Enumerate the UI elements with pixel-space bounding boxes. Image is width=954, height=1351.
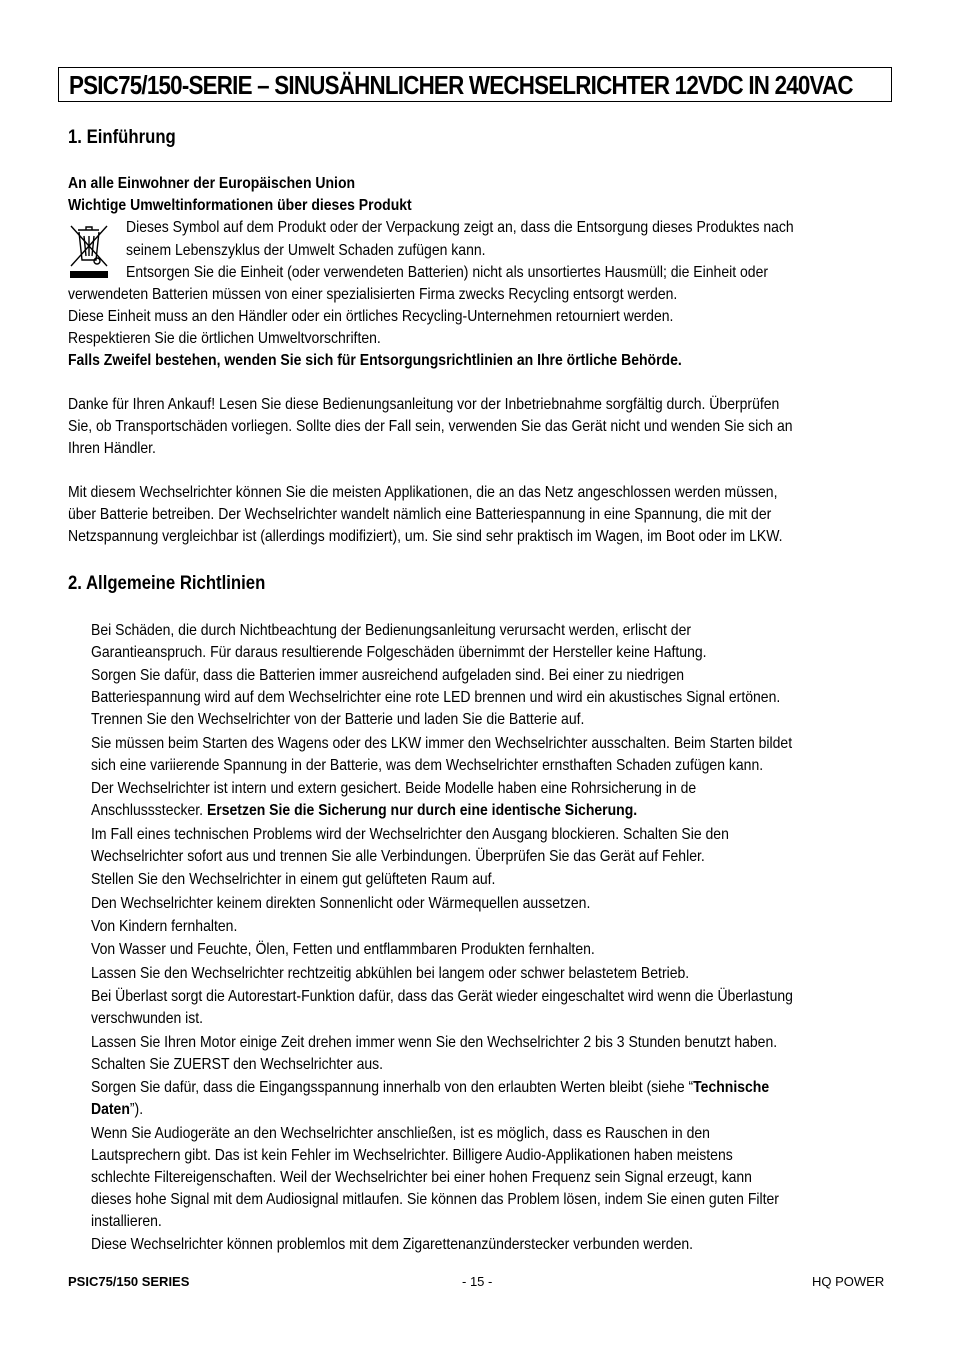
- env-line-4: verwendeten Batterien müssen von einer spezialisierten Firma zwecks Recycling entsorgt werden.: [68, 286, 678, 303]
- guideline-line: Sorgen Sie dafür, dass die Batterien immer ausreichend aufgeladen sind. Bei einer zu niedrigen: [91, 667, 685, 684]
- intro-para-2-line-3: Netzspannung vergleichbar ist (allerdings modifiziert), um. Sie sind sehr praktisch im Wagen, im Boot oder im LKW.: [68, 528, 783, 545]
- section-2-heading: 2. Allgemeine Richtlinien: [68, 573, 266, 594]
- intro-para-2-line-2: über Batterie betreiben. Der Wechselrichter wandelt nämlich eine Batteriespannung in eine Spannung, die mit der: [68, 506, 772, 523]
- footer-right: HQ POWER: [812, 1274, 885, 1289]
- guideline-line: Von Kindern fernhalten.: [91, 918, 238, 935]
- guideline-line: Bei Überlast sorgt die Autorestart-Funktion dafür, dass das Gerät wieder eingeschaltet wird wenn die Überlastung: [91, 988, 793, 1005]
- guideline-line: Stellen Sie den Wechselrichter in einem gut gelüfteten Raum auf.: [91, 871, 496, 888]
- intro-para-1-line-2: Sie, ob Transportschäden vorliegen. Sollte dies der Fall sein, verwenden Sie das Gerät nicht und wenden Sie sich an: [68, 418, 793, 435]
- guideline-tech-line: Sorgen Sie dafür, dass die Eingangsspannung innerhalb von den erlaubten Werten bleibt (siehe “Technische: [91, 1079, 770, 1096]
- env-line-7: Falls Zweifel bestehen, wenden Sie sich für Entsorgungsrichtlinien an Ihre örtliche Behörde.: [68, 352, 682, 369]
- env-title-2: Wichtige Umweltinformationen über dieses Produkt: [68, 197, 412, 214]
- footer-left: PSIC75/150 SERIES: [68, 1274, 190, 1289]
- env-line-3: Entsorgen Sie die Einheit (oder verwendeten Batterien) nicht als unsortiertes Hausmüll; die Einheit oder: [126, 264, 769, 281]
- guideline-line: Der Wechselrichter ist intern und extern gesichert. Beide Modelle haben eine Rohrsicherung in de: [91, 780, 697, 797]
- guideline-line: verschwunden ist.: [91, 1010, 204, 1027]
- guideline-line: dieses hohe Signal mit dem Audiosignal mitlaufen. Sie können das Problem lösen, indem Sie einen guten Filter: [91, 1191, 779, 1208]
- guideline-line: Schalten Sie ZUERST den Wechselrichter aus.: [91, 1056, 384, 1073]
- guideline-line: Lautsprechern gibt. Das ist kein Fehler im Wechselrichter. Billigere Audio-Applikationen haben meistens: [91, 1147, 733, 1164]
- env-line-6: Respektieren Sie die örtlichen Umweltvorschriften.: [68, 330, 381, 347]
- env-title-1: An alle Einwohner der Europäischen Union: [68, 175, 356, 192]
- intro-para-1-line-1: Danke für Ihren Ankauf! Lesen Sie diese Bedienungsanleitung vor der Inbetriebnahme sorgfältig durch. Überprüfen: [68, 396, 780, 413]
- guideline-line: Wenn Sie Audiogeräte an den Wechselrichter anschließen, ist es möglich, dass es Rauschen in den: [91, 1125, 710, 1142]
- page-title: PSIC75/150-SERIE – SINUSÄHNLICHER WECHSELRICHTER 12VDC IN 240VAC: [69, 70, 853, 100]
- intro-para-2-line-1: Mit diesem Wechselrichter können Sie die meisten Applikationen, die an das Netz angeschlossen werden müssen,: [68, 484, 778, 501]
- guideline-line: sich eine variierende Spannung in der Batterie, was dem Wechselrichter ernsthaften Schaden zufügen kann.: [91, 757, 764, 774]
- fuse-warning: Ersetzen Sie die Sicherung nur durch eine identische Sicherung.: [206, 802, 638, 819]
- guideline-line: Wechselrichter sofort aus und trennen Sie alle Verbindungen. Überprüfen Sie das Gerät auf Fehler.: [91, 848, 705, 865]
- guideline-line: Bei Schäden, die durch Nichtbeachtung der Bedienungsanleitung verursacht werden, erlischt der: [91, 622, 692, 639]
- guideline-line: Den Wechselrichter keinem direkten Sonnenlicht oder Wärmequellen aussetzen.: [91, 895, 591, 912]
- guideline-line: Im Fall eines technischen Problems wird der Wechselrichter den Ausgang blockieren. Schalten Sie den: [91, 826, 729, 843]
- title-box: [58, 67, 892, 102]
- guideline-line: Von Wasser und Feuchte, Ölen, Fetten und entflammbaren Produkten fernhalten.: [91, 941, 595, 958]
- guideline-line: Garantieanspruch. Für daraus resultierende Folgeschäden übernimmt der Hersteller keine Haftung.: [91, 644, 707, 661]
- intro-para-1-line-3: Ihren Händler.: [68, 440, 156, 457]
- section-1-heading: 1. Einführung: [68, 127, 176, 148]
- guideline-line: Trennen Sie den Wechselrichter von der Batterie und laden Sie die Batterie auf.: [91, 711, 585, 728]
- env-line-5: Diese Einheit muss an den Händler oder ein örtliches Recycling-Unternehmen retourniert werden.: [68, 308, 674, 325]
- guideline-tech-line-2: Daten”).: [91, 1101, 144, 1118]
- footer-page-number: - 15 -: [462, 1274, 493, 1289]
- guideline-line: schlechte Filtereigenschaften. Weil der Wechselrichter bei einer hohen Frequenz sein Signal erzeugt, kann: [91, 1169, 752, 1186]
- guideline-line: Lassen Sie den Wechselrichter rechtzeitig abkühlen bei langem oder schwer belastetem Betrieb.: [91, 965, 690, 982]
- env-line-1: Dieses Symbol auf dem Produkt oder der Verpackung zeigt an, dass die Entsorgung dieses Produktes nach: [126, 219, 794, 236]
- guideline-fuse-line: Anschlussstecker. Ersetzen Sie die Sicherung nur durch eine identische Sicherung.: [91, 802, 638, 819]
- env-line-2: seinem Lebenszyklus der Umwelt Schaden zufügen kann.: [126, 242, 486, 259]
- guideline-line: installieren.: [91, 1213, 162, 1230]
- crossed-out-wheeled-bin-icon: [68, 222, 110, 280]
- guideline-line: Batteriespannung wird auf dem Wechselrichter eine rote LED brennen und wird ein akustisches Signal ertönen.: [91, 689, 781, 706]
- guideline-line: Lassen Sie Ihren Motor einige Zeit drehen immer wenn Sie den Wechselrichter 2 bis 3 Stunden benutzt haben.: [91, 1034, 778, 1051]
- guideline-line: Diese Wechselrichter können problemlos mit dem Zigarettenanzünderstecker verbunden werden.: [91, 1236, 694, 1253]
- guideline-line: Sie müssen beim Starten des Wagens oder des LKW immer den Wechselrichter ausschalten. Beim Starten bildet: [91, 735, 793, 752]
